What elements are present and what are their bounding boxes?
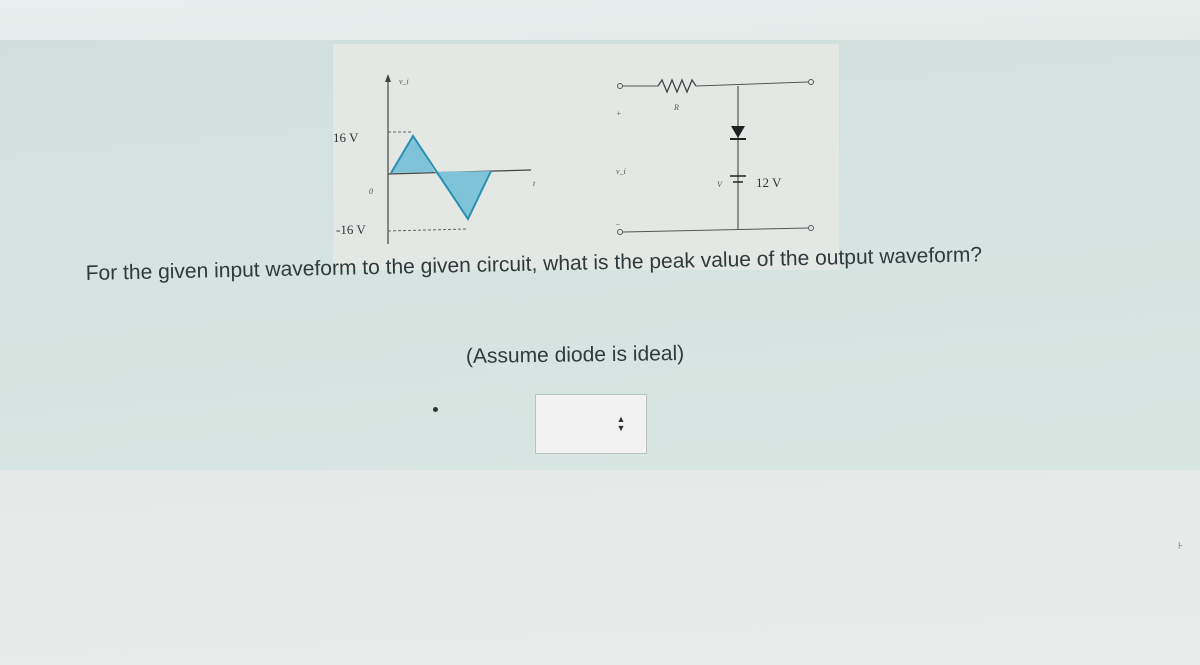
resistor-label: R <box>674 103 679 112</box>
waveform-axis-label: v_i <box>399 77 409 86</box>
answer-spinner[interactable] <box>614 413 628 435</box>
bullet-dot <box>433 407 438 412</box>
input-top-terminal <box>618 84 623 89</box>
zero-label: 0 <box>369 187 373 196</box>
trough-label: -16 V <box>336 222 366 237</box>
bottom-area <box>0 470 1200 665</box>
question-figure <box>333 44 839 270</box>
input-label: v_i <box>616 167 626 176</box>
input-bottom-terminal <box>618 230 623 235</box>
question-text: For the given input waveform to the given circuit, what is the peak value of the output waveform? <box>85 243 983 286</box>
clipper-circuit <box>615 80 814 235</box>
input-waveform <box>333 74 536 244</box>
top-wire-right <box>696 82 808 86</box>
input-minus-label: – <box>616 219 620 228</box>
answer-number-field[interactable] <box>535 394 647 454</box>
spinner-down-icon[interactable]: ▼ <box>616 423 626 433</box>
trough-dashed-guide <box>388 229 468 231</box>
output-bottom-terminal <box>809 226 814 231</box>
bottom-wire <box>623 228 808 232</box>
output-top-terminal <box>809 80 814 85</box>
figure-graphic <box>333 44 839 270</box>
input-plus-label: + <box>616 109 622 118</box>
resistor-icon <box>658 80 696 92</box>
assumption-note: (Assume diode is ideal) <box>465 341 685 368</box>
battery-value: 12 V <box>756 175 782 190</box>
time-label: t <box>533 179 536 188</box>
spinner-up-icon[interactable]: ▲ <box>616 414 626 424</box>
edge-mark-icon: ⊦ <box>1178 541 1184 552</box>
peak-label: 16 V <box>333 130 359 145</box>
diode-icon <box>731 126 745 138</box>
y-axis-arrow-icon <box>385 74 391 82</box>
positive-half-fill <box>391 136 435 173</box>
battery-label: V <box>717 180 722 189</box>
answer-input[interactable] <box>536 395 622 453</box>
